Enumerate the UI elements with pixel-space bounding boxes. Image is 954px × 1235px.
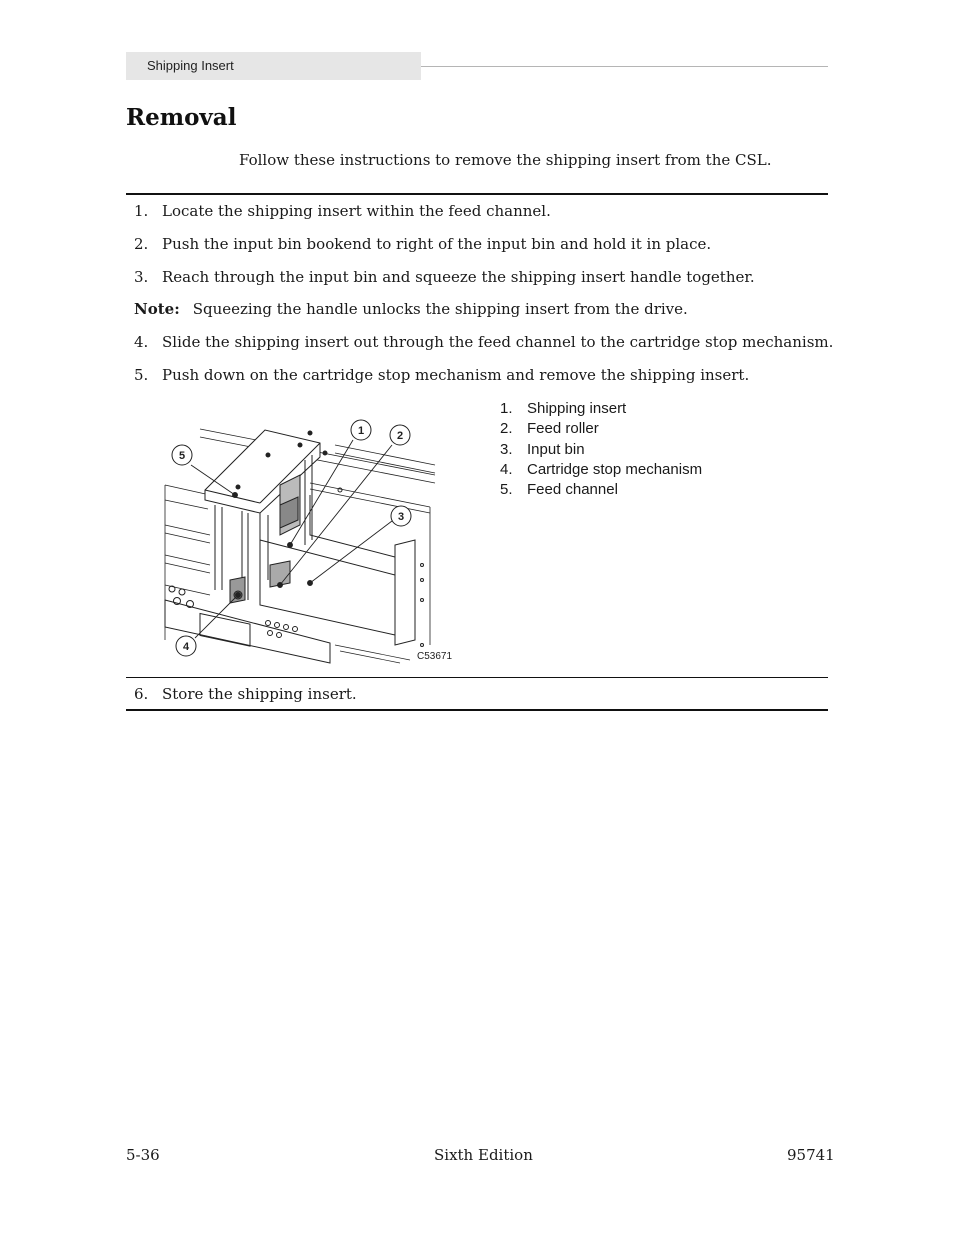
step-number: 6.: [134, 685, 149, 703]
step-2: [134, 235, 711, 253]
step-3: [134, 268, 755, 286]
note-label: Note:: [134, 300, 180, 318]
callout-2-label: 2: [396, 430, 404, 442]
page-title: Removal: [126, 104, 237, 131]
edition-label: Sixth Edition: [434, 1146, 533, 1164]
legend-number: 5.: [500, 481, 513, 499]
shipping-insert-illustration: [160, 405, 460, 667]
step-5: [134, 366, 749, 384]
step-4: [134, 333, 833, 351]
callout-4: [176, 636, 196, 656]
legend-number: 2.: [500, 420, 513, 438]
shipping-insert-body: [205, 430, 342, 603]
step-number: 5.: [134, 366, 149, 384]
step-text: Slide the shipping insert out through the feed channel to the cartridge stop mechanism.: [162, 333, 834, 351]
legend-number: 3.: [500, 440, 513, 458]
front-panel: [165, 586, 410, 663]
legend-item: [500, 460, 702, 480]
procedure-bottom-rule: [126, 709, 828, 711]
callout-5-label: 5: [178, 450, 186, 462]
figure-legend: [500, 399, 702, 500]
header-rule: [421, 66, 828, 67]
step-6: [134, 685, 357, 703]
procedure-top-rule: [126, 193, 828, 195]
intro-text: Follow these instructions to remove the shipping insert from the CSL.: [239, 151, 772, 169]
legend-text: Shipping insert: [527, 400, 627, 417]
callout-5: [172, 445, 192, 465]
step-text: Locate the shipping insert within the feed channel.: [162, 202, 551, 220]
legend-text: Cartridge stop mechanism: [527, 460, 703, 478]
legend-item: [500, 399, 702, 419]
legend-number: 1.: [500, 400, 513, 417]
legend-item: [500, 440, 702, 460]
step-number: 3.: [134, 268, 149, 286]
page-number: 5-36: [126, 1146, 160, 1164]
step-number: 4.: [134, 333, 149, 351]
legend-item: [500, 480, 702, 500]
step-number: 1.: [134, 202, 149, 220]
step-number: 2.: [134, 235, 149, 253]
step-1: [134, 202, 551, 220]
step-text: Store the shipping insert.: [162, 685, 357, 703]
note-text: Squeezing the handle unlocks the shipping insert from the drive.: [192, 300, 688, 318]
callout-3-label: 3: [397, 511, 405, 523]
legend-text: Feed roller: [527, 420, 599, 438]
section-header-tab: [126, 52, 421, 80]
step-text: Reach through the input bin and squeeze the shipping insert handle together.: [162, 268, 755, 286]
callout-3: [391, 506, 411, 526]
callout-4-label: 4: [182, 641, 190, 653]
callout-1-label: 1: [357, 425, 365, 437]
callout-1: [351, 420, 371, 440]
step-6-top-rule: [126, 677, 828, 678]
section-header-label: Shipping Insert: [147, 58, 234, 73]
step-text: Push down on the cartridge stop mechanism and remove the shipping insert.: [162, 366, 750, 384]
document-number: 95741: [787, 1146, 835, 1164]
legend-item: [500, 419, 702, 439]
figure-id: C53671: [417, 651, 453, 662]
legend-text: Input bin: [527, 440, 585, 458]
step-text: Push the input bin bookend to right of the input bin and hold it in place.: [162, 235, 712, 253]
legend-text: Feed channel: [527, 481, 618, 499]
legend-number: 4.: [500, 460, 513, 478]
callout-2: [390, 425, 410, 445]
note: [134, 300, 688, 318]
